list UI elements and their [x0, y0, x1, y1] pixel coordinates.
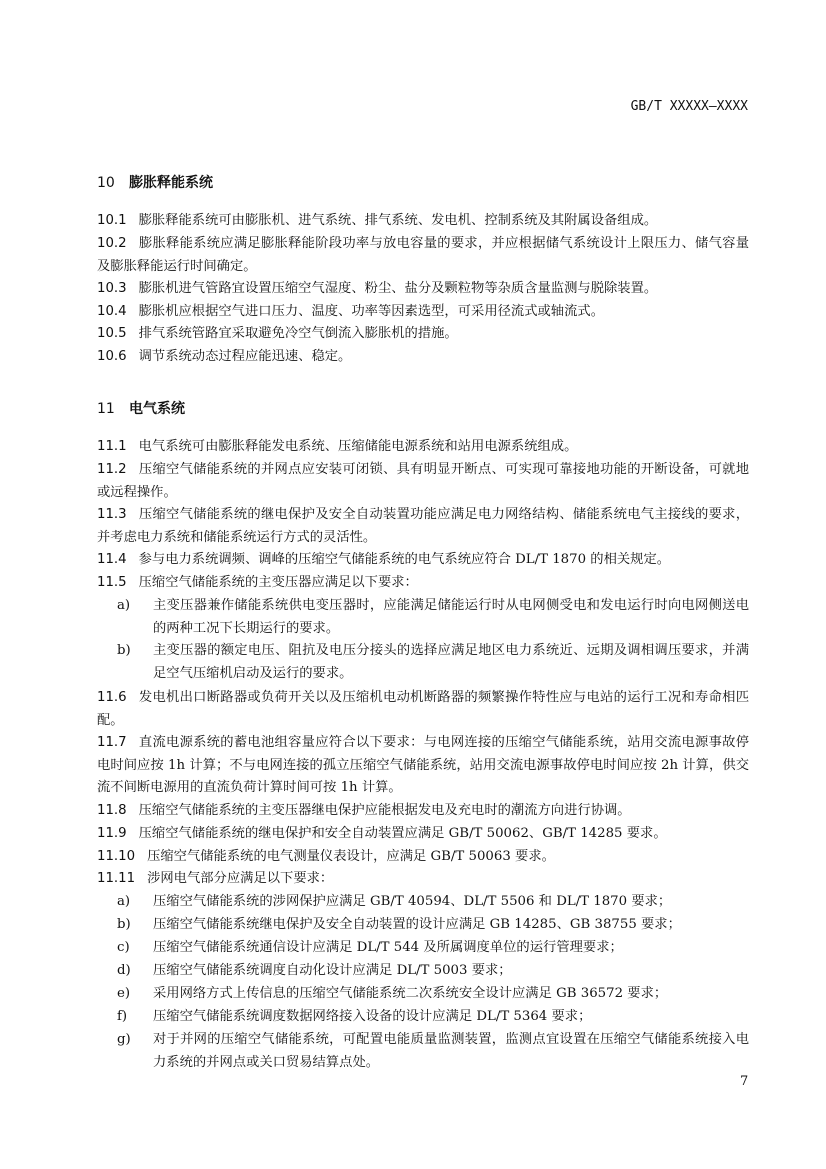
list-item-11-5-b — [117, 640, 749, 685]
list-item-11-11-a — [117, 891, 749, 914]
list-item-11-5-a — [117, 595, 749, 640]
clause-text: 膨胀释能系统应满足膨胀释能阶段功率与放电容量的要求，并应根据储气系统设计上限压力、储气容量及膨胀释能运行时间确定。 — [97, 236, 749, 274]
clause-11-8 — [97, 800, 749, 823]
list-item-11-11-g — [117, 1029, 749, 1074]
list-text: 压缩空气储能系统通信设计应满足 DL/T 544 及所属调度单位的运行管理要求； — [153, 940, 623, 955]
list-item-11-11-d — [117, 960, 749, 983]
clause-number: 11.8 — [97, 803, 127, 818]
list-text: 采用网络方式上传信息的压缩空气储能系统二次系统安全设计应满足 GB 36572 要求； — [153, 986, 668, 1001]
clause-11-10 — [97, 846, 749, 869]
list-label: b) — [117, 643, 131, 658]
clause-11-1 — [97, 436, 749, 459]
list-label: g) — [117, 1032, 131, 1047]
clause-text: 压缩空气储能系统的主变压器继电保护应能根据发电及充电时的潮流方向进行协调。 — [138, 803, 631, 818]
clause-number: 11.10 — [97, 849, 136, 864]
page-number: 7 — [740, 1074, 749, 1089]
clause-text: 电气系统可由膨胀释能发电系统、压缩储能电源系统和站用电源系统组成。 — [138, 439, 578, 454]
clause-10-1 — [97, 210, 749, 233]
clause-number: 10.3 — [97, 281, 127, 296]
section-number: 10 — [97, 175, 115, 191]
list-text: 压缩空气储能系统继电保护及安全自动装置的设计应满足 GB 14285、GB 38755 要求； — [153, 917, 681, 932]
section-heading-10 — [97, 172, 213, 192]
clause-text: 压缩空气储能系统的电气测量仪表设计，应满足 GB/T 50063 要求。 — [147, 849, 555, 864]
list-item-11-11-e — [117, 983, 749, 1006]
clause-text: 压缩空气储能系统的并网点应安装可闭锁、具有明显开断点、可实现可靠接地功能的开断设备，可就地或远程操作。 — [97, 462, 749, 500]
clause-number: 10.4 — [97, 304, 127, 319]
clause-number: 11.2 — [97, 462, 127, 477]
list-label: a) — [117, 894, 131, 909]
clause-text: 膨胀释能系统可由膨胀机、进气系统、排气系统、发电机、控制系统及其附属设备组成。 — [138, 213, 658, 228]
clause-number: 11.9 — [97, 826, 127, 841]
clause-10-3 — [97, 278, 749, 301]
clause-text: 发电机出口断路器或负荷开关以及压缩机电动机断路器的频繁操作特性应与电站的运行工况和寿命相匹配。 — [97, 690, 749, 728]
clause-11-4 — [97, 549, 749, 572]
section-title: 电气系统 — [129, 401, 185, 417]
clause-text: 压缩空气储能系统的主变压器应满足以下要求： — [138, 575, 418, 590]
section-title: 膨胀释能系统 — [129, 175, 213, 191]
clause-text: 压缩空气储能系统的继电保护及安全自动装置功能应满足电力网络结构、储能系统电气主接线的要求，并考虑电力系统和储能系统运行方式的灵活性。 — [97, 507, 749, 545]
clause-10-2 — [97, 233, 749, 278]
document-id-header: GB/T XXXXX—XXXX — [630, 99, 748, 114]
clause-number: 11.1 — [97, 439, 127, 454]
clause-11-7 — [97, 732, 749, 800]
list-text: 压缩空气储能系统调度自动化设计应满足 DL/T 5003 要求； — [153, 963, 512, 978]
list-item-11-11-f — [117, 1006, 749, 1029]
section-number: 11 — [97, 401, 115, 417]
list-label: c) — [117, 940, 130, 955]
clause-number: 10.1 — [97, 213, 127, 228]
clause-number: 10.2 — [97, 236, 127, 251]
list-text: 主变压器兼作储能系统供电变压器时，应能满足储能运行时从电网侧受电和发电运行时向电网侧送电的两种工况下长期运行的要求。 — [153, 598, 749, 636]
list-text: 主变压器的额定电压、阻抗及电压分接头的选择应满足地区电力系统近、远期及调相调压要求，并满足空气压缩机启动及运行的要求。 — [153, 643, 749, 681]
clause-text: 膨胀机进气管路宜设置压缩空气湿度、粉尘、盐分及颗粒物等杂质含量监测与脱除装置。 — [138, 281, 658, 296]
list-label: f) — [117, 1009, 128, 1024]
list-text: 压缩空气储能系统调度数据网络接入设备的设计应满足 DL/T 5364 要求； — [153, 1009, 592, 1024]
clause-10-4 — [97, 301, 749, 324]
list-label: a) — [117, 598, 131, 613]
clause-number: 10.6 — [97, 349, 127, 364]
clause-text: 涉网电气部分应满足以下要求： — [147, 871, 334, 886]
list-label: d) — [117, 963, 131, 978]
clause-number: 11.5 — [97, 575, 127, 590]
clause-number: 11.7 — [97, 735, 127, 750]
clause-10-6 — [97, 346, 749, 369]
list-text: 压缩空气储能系统的涉网保护应满足 GB/T 40594、DL/T 5506 和 DL/T 1870 要求； — [153, 894, 672, 909]
clause-number: 11.4 — [97, 552, 127, 567]
clause-text: 参与电力系统调频、调峰的压缩空气储能系统的电气系统应符合 DL/T 1870 的相关规定。 — [138, 552, 671, 567]
clause-10-5 — [97, 323, 749, 346]
clause-11-3 — [97, 504, 749, 549]
clause-text: 排气系统管路宜采取避免冷空气倒流入膨胀机的措施。 — [138, 326, 458, 341]
section-heading-11 — [97, 398, 185, 418]
clause-11-2 — [97, 459, 749, 504]
clause-number: 10.5 — [97, 326, 127, 341]
clause-11-9 — [97, 823, 749, 846]
clause-number: 11.3 — [97, 507, 127, 522]
clause-text: 直流电源系统的蓄电池组容量应符合以下要求：与电网连接的压缩空气储能系统，站用交流电源事故停电时间应按 1h 计算；不与电网连接的孤立压缩空气储能系统，站用交流电源事故停电时间应按 2h 计算，供交流不间断电源用的直流负荷计算时间可按 1h 计算。 — [97, 735, 749, 796]
clause-number: 11.6 — [97, 690, 127, 705]
clause-text: 压缩空气储能系统的继电保护和安全自动装置应满足 GB/T 50062、GB/T 14285 要求。 — [138, 826, 667, 841]
clause-11-6 — [97, 687, 749, 732]
list-item-11-11-c — [117, 937, 749, 960]
clause-11-5 — [97, 572, 749, 595]
clause-text: 调节系统动态过程应能迅速、稳定。 — [138, 349, 352, 364]
list-item-11-11-b — [117, 914, 749, 937]
list-label: e) — [117, 986, 131, 1001]
clause-text: 膨胀机应根据空气进口压力、温度、功率等因素选型，可采用径流式或轴流式。 — [138, 304, 604, 319]
clause-number: 11.11 — [97, 871, 136, 886]
clause-11-11 — [97, 868, 749, 891]
list-label: b) — [117, 917, 131, 932]
list-text: 对于并网的压缩空气储能系统，可配置电能质量监测装置，监测点宜设置在压缩空气储能系统接入电力系统的并网点或关口贸易结算点处。 — [153, 1032, 749, 1070]
